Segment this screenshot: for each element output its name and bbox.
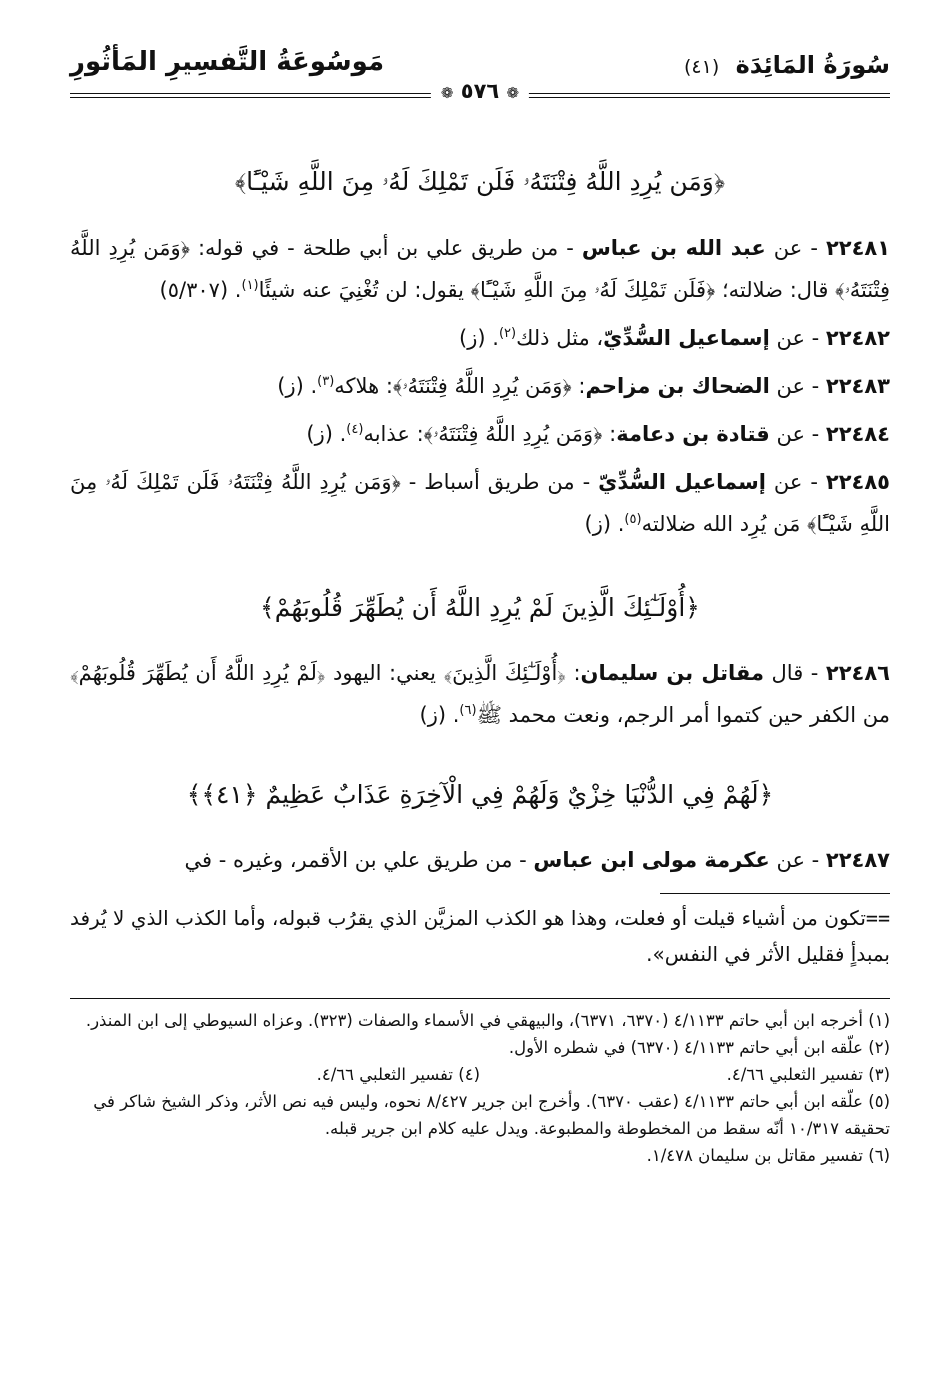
narration-22483 (70, 365, 890, 407)
surah-heading (684, 51, 890, 79)
footnotes-divider (70, 998, 890, 999)
narration-tail: . (ز) (306, 422, 347, 446)
footnote-ref: (٣) (317, 374, 335, 389)
page-header (70, 45, 890, 103)
narration-22486 (70, 652, 890, 736)
footnote-5: (٥) علّقه ابن أبي حاتم ٤/١١٣٣ (عقب ٦٣٧٠). وأخرج ابن جرير ٨/٤٢٧ نحوه، وليس فيه نص الأثر، وذكر الشيخ شاكر في تحقيقه ١٠/٣١٧ أنّه سقط من المخطوطة والمطبوعة. ويدل عليه كلام ابن جرير قبله. (93, 1092, 890, 1138)
narration-prefix: - عن (765, 236, 826, 260)
page-number (431, 79, 529, 103)
footnote-3: (٣) تفسير الثعلبي ٤/٦٦. (726, 1065, 890, 1084)
narration-text: ، مثل ذلك (516, 326, 604, 350)
footnotes (70, 1007, 890, 1169)
narration-tail: . (ز) (277, 374, 318, 398)
footnote-ref: (٤) (346, 422, 364, 437)
footnote-ref: (٦) (459, 703, 477, 718)
narrator-name: مقاتل بن سليمان (580, 661, 764, 685)
footnote-ref: (٥) (624, 512, 642, 527)
narration-text: - من طريق علي بن الأقمر، وغيره - في (184, 848, 534, 872)
narration-22481 (70, 227, 890, 311)
narration-prefix: - عن (769, 848, 826, 872)
narration-prefix: - عن (769, 374, 826, 398)
footnote-6: (٦) تفسير مقاتل بن سليمان ١/٤٧٨. (646, 1146, 890, 1165)
continuation-mark: == (865, 906, 890, 930)
narration-text: : ﴿أُوْلَـٰٓئِكَ الَّذِينَ﴾ يعني: اليهود ﴿لَمْ يُرِدِ اللَّهُ أَن يُطَهِّرَ قُلُوبَهُمْ﴾ من الكفر حين كتموا أمر الرجم، ونعت محمد ﷺ (70, 661, 890, 727)
narration-text: - من طريق علي بن أبي طلحة - في قوله: ﴿وَمَن يُرِدِ اللَّهُ فِتْنَتَهُۥ﴾ قال: ضلالته؛ ﴿فَلَن تَمْلِكَ لَهُۥ مِنَ اللَّهِ شَيْـًٔا﴾ يقول: لن تُغْنِيَ عنه شيئًا (70, 236, 890, 302)
narration-number: ٢٢٤٨١ (825, 236, 891, 260)
narrator-name: قتادة بن دعامة (616, 422, 770, 446)
verse-heading-2: ﴿أُوْلَـٰٓئِكَ الَّذِينَ لَمْ يُرِدِ اللَّهُ أَن يُطَهِّرَ قُلُوبَهُمْ﴾ (260, 593, 700, 622)
footnote-ref: (٢) (498, 326, 517, 341)
narrator-name: إسماعيل السُّدِّيّ (598, 470, 766, 494)
ornament-icon: ❁ (440, 84, 454, 102)
surah-name: سُورَةُ المَائِدَة (735, 51, 890, 79)
narration-tail: . (ز) (459, 326, 499, 350)
narration-22487 (70, 839, 890, 881)
narration-prefix: - عن (769, 422, 826, 446)
narration-number: ٢٢٤٨٢ (825, 326, 890, 350)
narration-22485 (70, 461, 890, 545)
narration-tail: . (٥/٣٠٧) (159, 278, 242, 302)
page-number-text: ٥٧٦ (460, 79, 500, 103)
narration-22482 (70, 317, 890, 359)
narrator-name: الضحاك بن مزاحم (585, 374, 770, 398)
narration-tail: . (ز) (419, 703, 460, 727)
narration-text: : ﴿وَمَن يُرِدِ اللَّهُ فِتْنَتَهُۥ﴾: عذابه (363, 422, 617, 446)
narrator-name: عكرمة مولى ابن عباس (533, 848, 770, 872)
narration-22484 (70, 413, 890, 455)
verse-heading-1: ﴿وَمَن يُرِدِ اللَّهُ فِتْنَتَهُۥ فَلَن تَمْلِكَ لَهُۥ مِنَ اللَّهِ شَيْـًٔا﴾ (235, 167, 725, 196)
footnote-4: (٤) تفسير الثعلبي ٤/٦٦. (316, 1065, 480, 1084)
narration-number: ٢٢٤٨٧ (825, 848, 890, 872)
narration-number: ٢٢٤٨٤ (825, 422, 890, 446)
narration-text: - من طريق أسباط - ﴿وَمَن يُرِدِ اللَّهُ فِتْنَتَهُۥ فَلَن تَمْلِكَ لَهُۥ مِنَ اللَّهِ شَيْـًٔا﴾ مَن يُرِد الله ضلالته (70, 470, 890, 536)
narration-number: ٢٢٤٨٣ (825, 374, 890, 398)
narration-prefix: - قال (764, 661, 826, 685)
ornament-icon: ❁ (506, 84, 520, 102)
verse-heading-3: ﴿لَهُمْ فِي الدُّنْيَا خِزْيٌ وَلَهُمْ فِي الْآخِرَةِ عَذَابٌ عَظِيمٌ ﴿٤١﴾﴾ (186, 780, 774, 809)
narration-text: : ﴿وَمَن يُرِدِ اللَّهُ فِتْنَتَهُۥ﴾: هلاكه (334, 374, 586, 398)
page (70, 45, 890, 1169)
continued-text: تكون من أشياء قيلت أو فعلت، وهذا هو الكذب المزيَّن الذي يقرُب قبوله، وأما الكذب الذي لا يُرفد بمبدأٍ فقليل الأثر في النفس». (70, 906, 890, 966)
surah-verse-number: (٤١) (684, 56, 720, 78)
narrator-name: إسماعيل السُّدِّيّ (603, 326, 770, 350)
continued-footnote (70, 900, 890, 972)
footnote-divider (660, 893, 890, 894)
narration-prefix: - عن (769, 326, 826, 350)
footnote-row-3-4 (70, 1061, 890, 1088)
footnote-2: (٢) علّقه ابن أبي حاتم ٤/١١٣٣ (٦٣٧٠) في شطره الأول. (508, 1038, 890, 1057)
encyclopedia-title: مَوسُوعَةُ التَّفسِيرِ المَأثُورِ (70, 47, 385, 77)
narration-number: ٢٢٤٨٥ (825, 470, 890, 494)
narrator-name: عبد الله بن عباس (581, 236, 766, 260)
footnote-ref: (١) (241, 278, 259, 293)
footnote-1: (١) أخرجه ابن أبي حاتم ٤/١١٣٣ (٦٣٧٠، ٦٣٧١)، والبيهقي في الأسماء والصفات (٣٢٣). وعزاه السيوطي إلى ابن المنذر. (85, 1011, 890, 1030)
narration-tail: . (ز) (584, 512, 625, 536)
narration-number: ٢٢٤٨٦ (825, 661, 890, 685)
narration-prefix: - عن (765, 470, 826, 494)
